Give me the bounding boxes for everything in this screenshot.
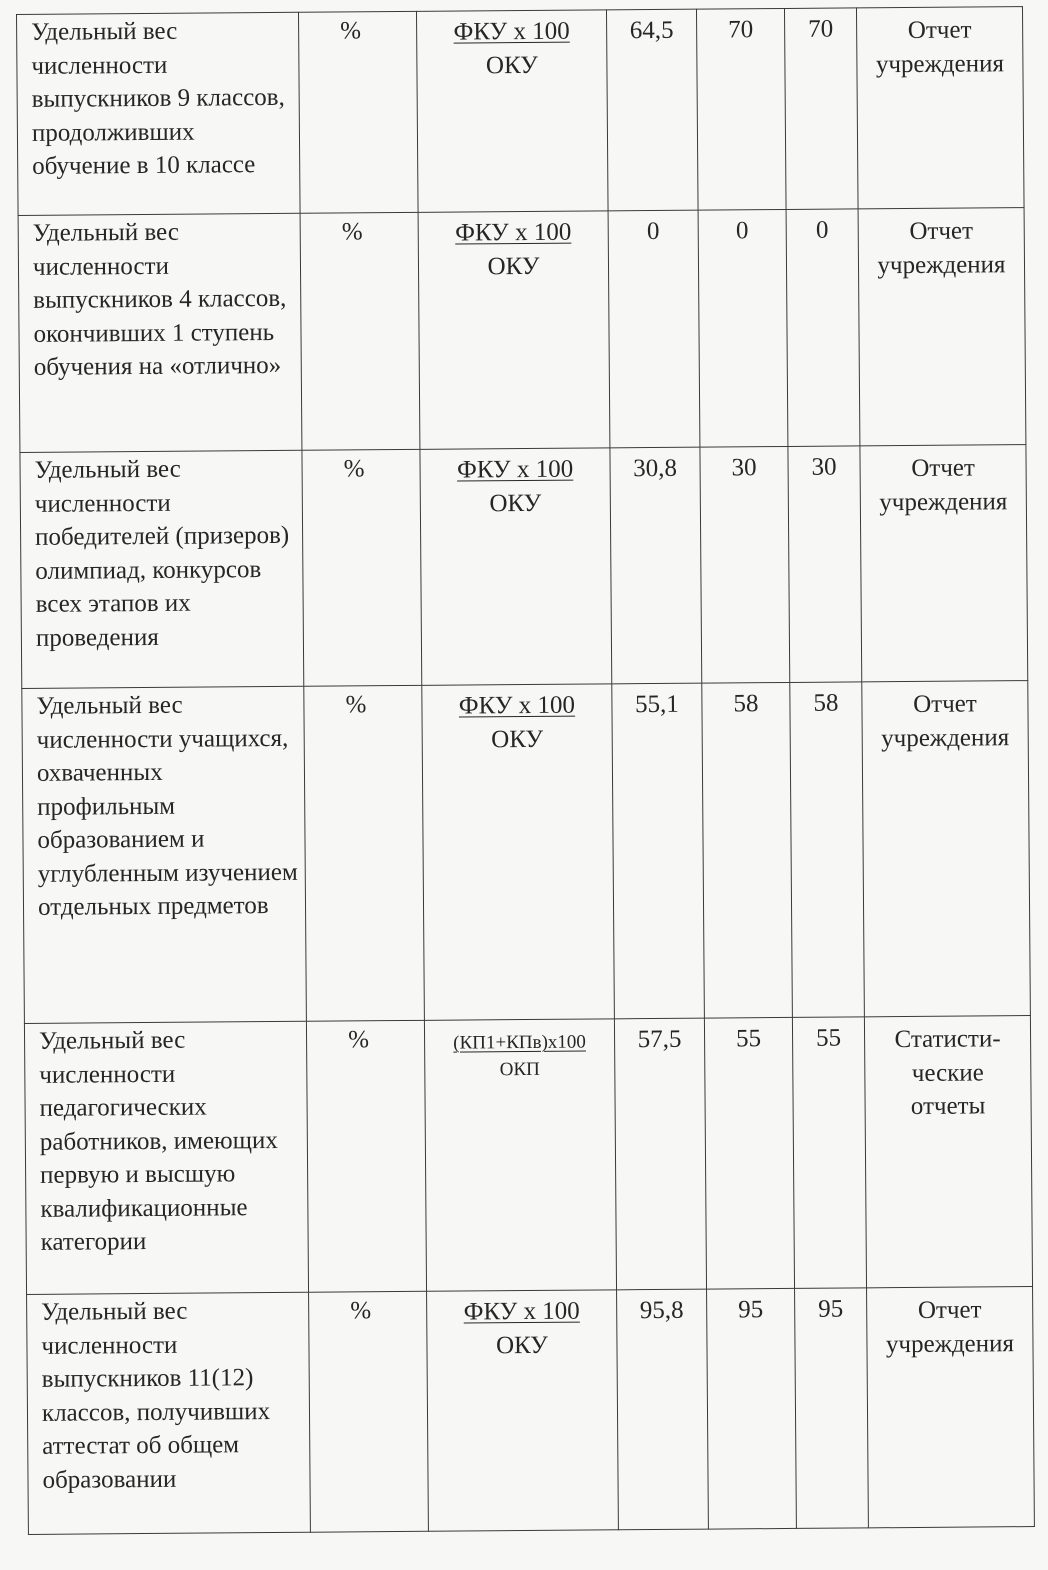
value-3: 30 [811,453,837,481]
value-3: 70 [808,15,834,43]
unit-cell [300,212,420,450]
value-2: 0 [735,217,749,245]
source-line: учреждения [881,723,1010,752]
formula-numerator: ФКУ x 100 [453,17,570,46]
indicator-name-cell [17,12,301,215]
formula-cell [427,1290,619,1531]
source-line: Отчет [911,454,975,482]
source-line: учреждения [875,49,1005,78]
unit-label: % [343,455,365,483]
table-row [17,7,1025,216]
value-cell-2 [707,1288,797,1529]
value-cell-1 [614,1018,706,1290]
indicator-name: Удельный вес численности педагогических работников, имеющих первую и высшую квалификационные категории [38,1026,278,1256]
indicator-name-cell [20,450,304,688]
source-line: учреждения [879,487,1008,516]
value-2: 58 [733,690,759,718]
source-line: Отчет [913,690,977,718]
value-1: 64,5 [629,16,674,45]
value-1: 30,8 [633,454,678,483]
indicator-name-cell [27,1292,311,1534]
value-cell-1 [612,683,705,1019]
indicator-name-cell [22,686,307,1023]
source-cell [856,7,1024,209]
value-2: 95 [738,1296,764,1324]
value-cell-2 [698,209,788,447]
unit-cell [304,685,425,1021]
unit-label: % [350,1297,372,1325]
value-2: 70 [728,16,754,44]
unit-cell [306,1020,426,1292]
indicator-name-cell [24,1021,308,1294]
source-cell [867,1287,1035,1528]
source-cell [864,1016,1032,1288]
table-row [24,1016,1032,1295]
value-cell-2 [704,1017,794,1289]
formula-cell [422,684,615,1020]
unit-label: % [348,1026,370,1054]
value-cell-2 [702,682,793,1018]
source-line: Статисти- [894,1025,1001,1054]
source-line: Отчет [917,1296,982,1324]
source-line: Отчет [909,217,974,245]
value-1: 95,8 [639,1296,684,1325]
formula-numerator: (КП1+КПв)x100 [453,1031,586,1054]
unit-label: % [341,218,363,246]
formula-denominator: ОКП [499,1058,540,1080]
value-1: 57,5 [637,1025,682,1054]
source-line: ческие [911,1058,984,1087]
formula-denominator: ОКУ [491,725,544,753]
value-cell-1 [617,1289,709,1530]
indicator-name-cell [18,213,302,452]
value-cell-3 [792,1017,866,1289]
source-cell [860,445,1028,682]
value-cell-3 [795,1288,869,1529]
unit-cell [302,449,422,686]
table-row [20,445,1028,689]
source-line: Отчет [907,16,972,44]
formula-denominator: ОКУ [489,489,542,517]
value-1: 55,1 [634,690,679,719]
value-cell-3 [788,446,862,683]
source-cell [858,208,1026,446]
value-cell-1 [608,210,700,448]
source-cell [862,681,1031,1017]
value-cell-2 [700,446,790,683]
value-3: 95 [818,1295,844,1323]
value-2: 55 [735,1025,762,1053]
formula-cell [420,448,612,685]
unit-cell [298,11,418,213]
formula-cell [424,1019,616,1291]
table-row [18,208,1026,453]
table-row [27,1287,1035,1535]
value-3: 58 [813,689,839,717]
value-cell-3 [784,8,858,210]
unit-label: % [340,17,362,45]
formula-cell [416,10,608,212]
formula-numerator: ФКУ x 100 [455,218,572,247]
indicator-name: Удельный вес численности победителей (призеров) олимпиад, конкурсов всех этапов их проведения [34,455,290,652]
indicators-table [16,6,1035,1535]
source-line: учреждения [885,1329,1015,1358]
formula-denominator: ОКУ [487,252,540,280]
value-cell-3 [790,682,865,1018]
table-row [22,681,1031,1024]
unit-label: % [345,691,367,719]
indicator-name: Удельный вес численности выпускников 11(12) классов, получивших аттестат об общем образовании [41,1297,271,1494]
value-cell-3 [786,209,860,447]
value-1: 0 [646,217,660,246]
value-cell-1 [606,9,698,211]
value-cell-2 [696,8,786,210]
value-cell-1 [610,447,702,684]
value-2: 30 [731,454,757,482]
formula-denominator: ОКУ [485,51,538,79]
formula-numerator: ФКУ x 100 [458,691,576,720]
source-line: учреждения [877,250,1006,279]
indicator-name: Удельный вес численности учащихся, охваченных профильным образованием и углубленным изучением отдельных предметов [36,691,298,921]
formula-cell [418,211,610,449]
indicator-name: Удельный вес численности выпускников 4 классов, окончивших 1 ступень обучения на «отлично» [32,218,287,381]
formula-numerator: ФКУ x 100 [456,455,574,484]
unit-cell [309,1291,429,1532]
indicator-name: Удельный вес численности выпускников 9 классов, продолживших обучение в 10 классе [31,17,285,180]
formula-denominator: ОКУ [495,1331,549,1359]
value-3: 55 [815,1024,842,1052]
source-line: отчеты [910,1092,986,1121]
formula-numerator: ФКУ x 100 [463,1297,580,1326]
value-3: 0 [815,216,829,244]
